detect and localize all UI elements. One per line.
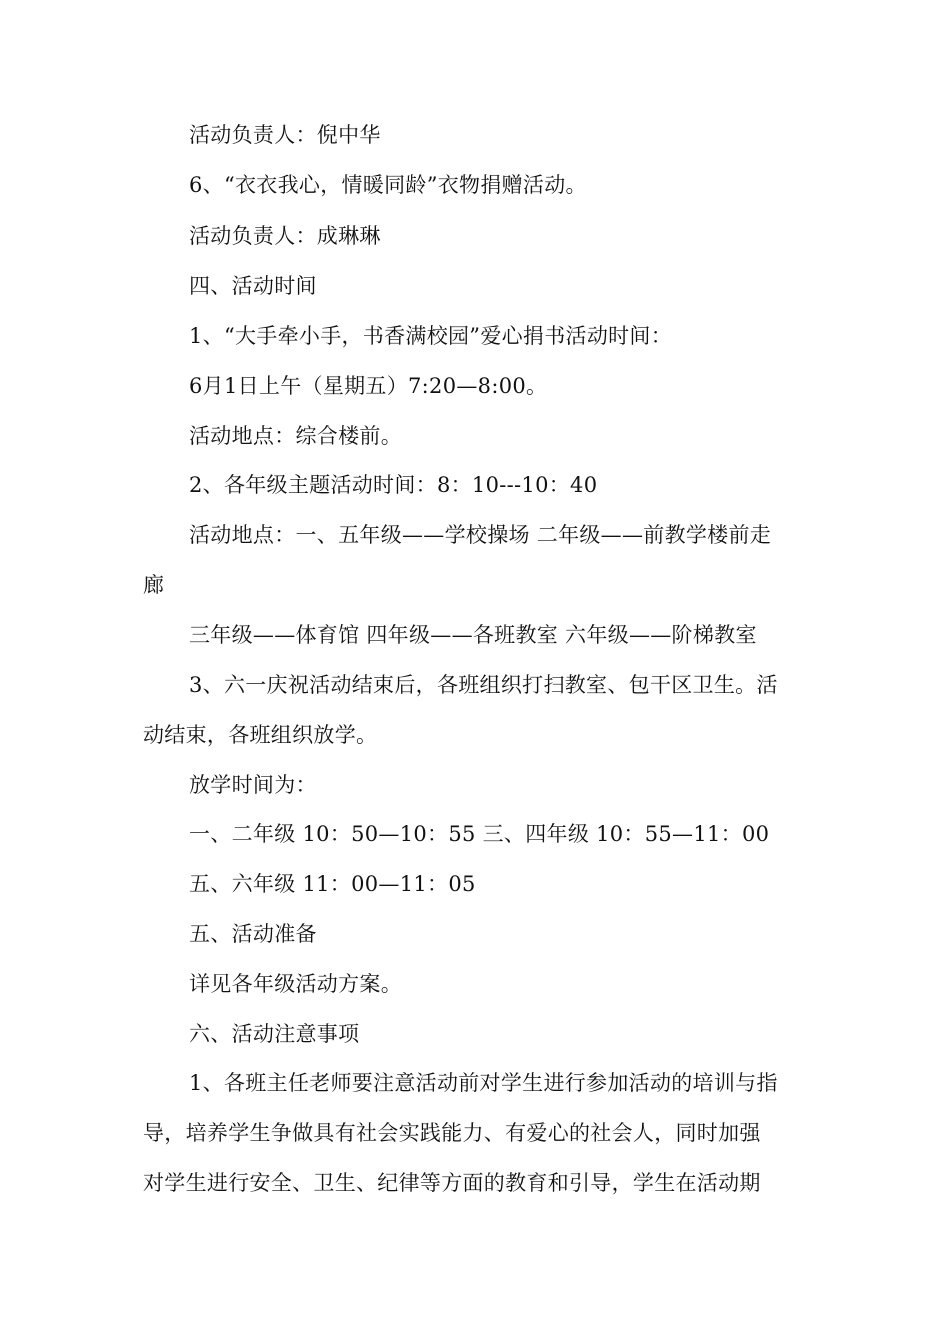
- text-line: 活动负责人：成琳琳: [189, 224, 381, 248]
- text-line: 活动负责人：倪中华: [189, 123, 381, 147]
- text-line: 对学生进行安全、卫生、纪律等方面的教育和引导，学生在活动期: [143, 1171, 761, 1195]
- text-line: 1、“大手牵小手，书香满校园”爱心捐书活动时间：: [189, 324, 673, 348]
- text-line: 活动地点：一、五年级——学校操场 二年级——前教学楼前走: [189, 523, 772, 547]
- text-line: 1、各班主任老师要注意活动前对学生进行参加活动的培训与指: [189, 1071, 778, 1095]
- text-line: 6月1日上午（星期五）7:20—8:00。: [189, 374, 548, 398]
- text-line: 五、六年级 11：00—11：05: [189, 872, 476, 896]
- text-line: 6、“衣衣我心，情暖同龄”衣物捐赠活动。: [189, 173, 587, 197]
- text-line: 3、六一庆祝活动结束后，各班组织打扫教室、包干区卫生。活: [189, 673, 778, 697]
- text-line: 活动地点：综合楼前。: [189, 424, 402, 448]
- text-line: 三年级——体育馆 四年级——各班教室 六年级——阶梯教室: [189, 623, 757, 647]
- text-line: 一、二年级 10：50—10：55 三、四年级 10：55—11：00: [189, 822, 770, 846]
- section-heading: 五、活动准备: [189, 922, 317, 946]
- section-heading: 四、活动时间: [189, 274, 317, 298]
- text-line: 详见各年级活动方案。: [189, 972, 402, 996]
- text-line: 廊: [143, 573, 165, 597]
- section-heading: 六、活动注意事项: [189, 1022, 360, 1046]
- text-line: 放学时间为：: [189, 773, 317, 797]
- text-line: 导，培养学生争做具有社会实践能力、有爱心的社会人，同时加强: [143, 1121, 761, 1145]
- text-line: 动结束，各班组织放学。: [143, 723, 378, 747]
- text-line: 2、各年级主题活动时间：8：10---10：40: [189, 473, 598, 497]
